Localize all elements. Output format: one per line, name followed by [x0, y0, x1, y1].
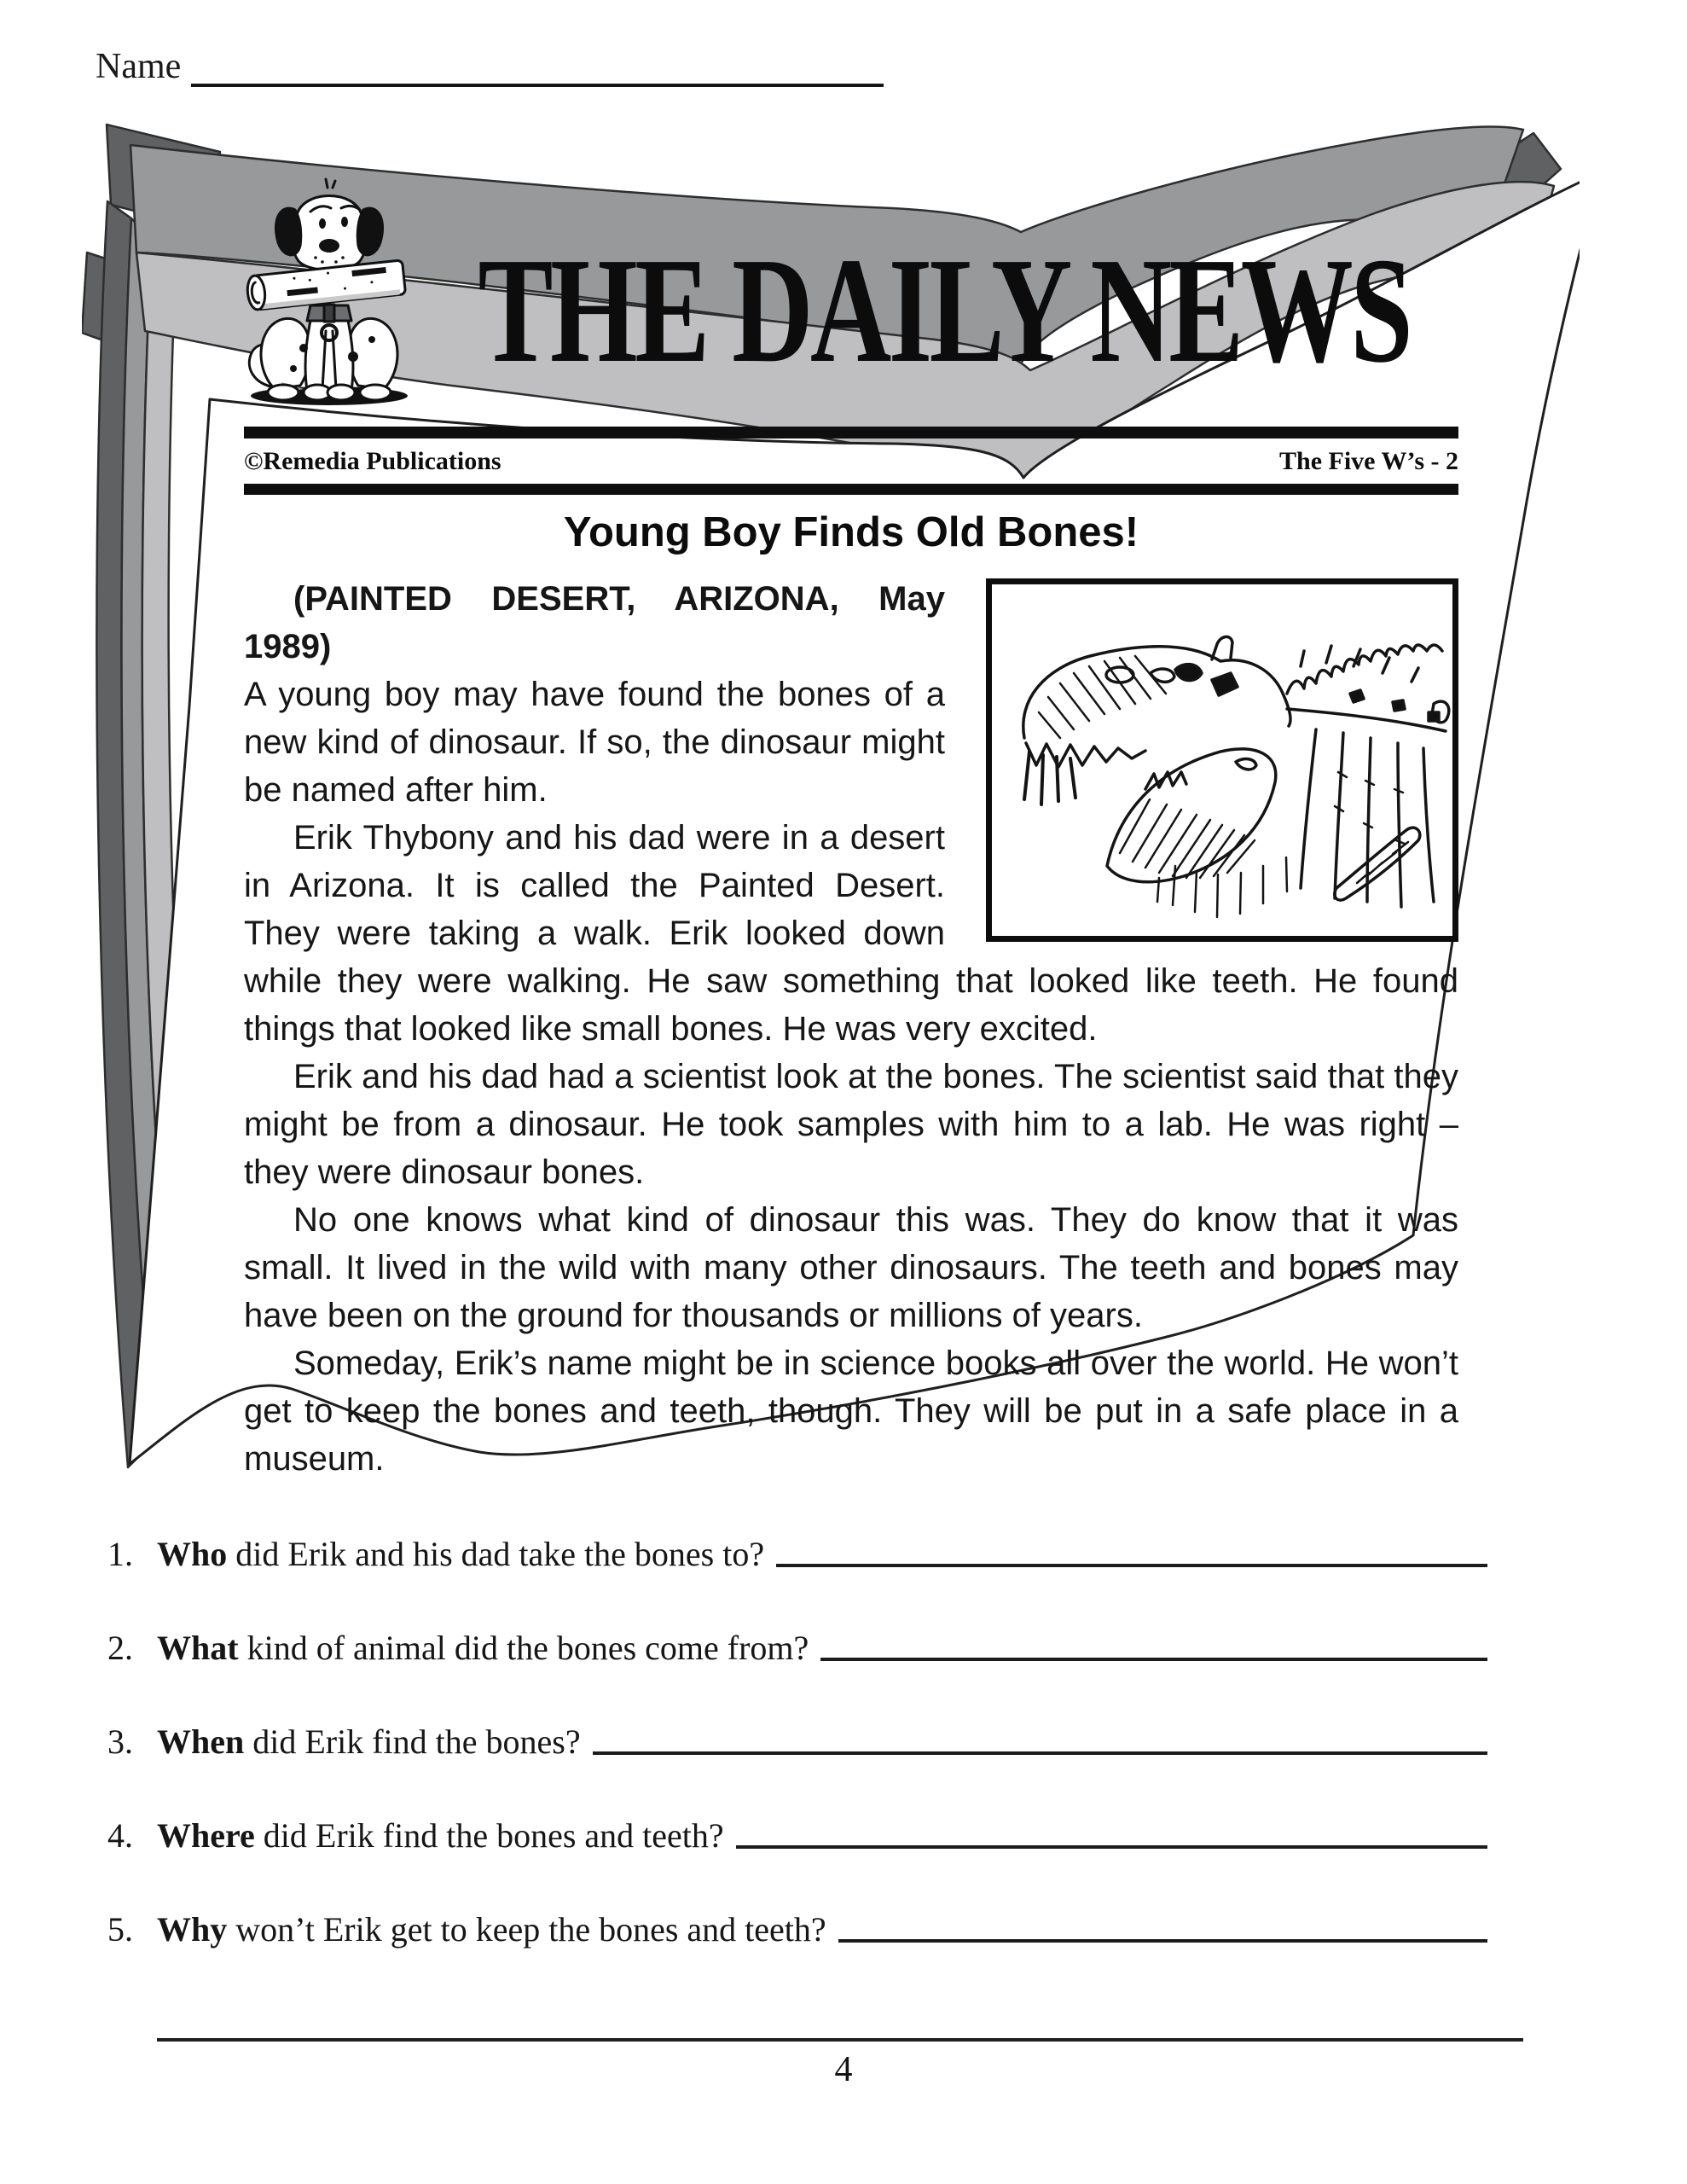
dinosaur-skeleton-figure: [986, 578, 1458, 942]
footer-rule: [157, 2038, 1523, 2042]
article-paragraph: No one knows what kind of dinosaur this was. They do know that it was small. It lived in the wild with many other dinosaurs. The teeth and bones may have been on the ground for thousands or millions of years.: [244, 1201, 1458, 1334]
question-number: 2.: [107, 1629, 133, 1667]
question-row-2: [107, 1628, 1487, 1669]
question-word: Who: [157, 1535, 228, 1573]
masthead: [244, 171, 1458, 416]
questions-section: [107, 1534, 1487, 2003]
question-row-1: [107, 1534, 1487, 1575]
masthead-title-wrap: [415, 205, 1474, 416]
article-headline: Young Boy Finds Old Bones!: [563, 509, 1139, 555]
masthead-rule-top: [244, 427, 1458, 439]
publisher-credit: ©Remedia Publications: [244, 447, 501, 475]
question-rest: did Erik find the bones?: [252, 1722, 581, 1761]
question-word: What: [157, 1629, 239, 1667]
question-text: [157, 1722, 593, 1763]
masthead-rule-bottom: [244, 484, 1458, 495]
dinosaur-skeleton-icon: [992, 584, 1452, 936]
answer-line-3[interactable]: [593, 1750, 1487, 1755]
question-number: 1.: [107, 1535, 133, 1573]
newspaper-graphic: [82, 109, 1580, 1517]
article-paragraph: Erik Thybony and his dad were in a desert in Arizona. It is called the Painted Desert. They were taking a walk. Erik looked down while they were walking. He saw something that looked like teeth. He found things that looked like small bones. He was very excited.: [244, 819, 1458, 1048]
dateline: (PAINTED DESERT, ARIZONA, May 1989): [244, 580, 945, 665]
question-rest: won’t Erik get to keep the bones and teeth?: [235, 1910, 826, 1949]
front-page-content: [244, 171, 1458, 1483]
question-word: Why: [157, 1910, 228, 1949]
article-paragraph: Erik and his dad had a scientist look at the bones. The scientist said that they might be from a dinosaur. He took samples with him to a lab. He was right – they were dinosaur bones.: [244, 1058, 1458, 1191]
answer-line-4[interactable]: [736, 1844, 1487, 1849]
question-text: [157, 1815, 736, 1856]
name-input-line[interactable]: [191, 44, 884, 87]
question-rest: did Erik and his dad take the bones to?: [235, 1535, 765, 1573]
name-row: [96, 44, 884, 87]
article-body: [244, 575, 1458, 1483]
question-word: When: [157, 1722, 245, 1761]
question-word: Where: [157, 1816, 255, 1855]
answer-line-5[interactable]: [838, 1937, 1487, 1943]
question-text: [157, 1628, 820, 1669]
question-number: 3.: [107, 1722, 133, 1761]
answer-line-1[interactable]: [776, 1562, 1487, 1567]
name-label: Name: [96, 47, 182, 86]
question-row-5: [107, 1909, 1487, 1950]
lead-text: A young boy may have found the bones of a new kind of dinosaur. If so, the dinosaur might be named after him.: [244, 676, 945, 809]
page-number: 4: [834, 2050, 853, 2089]
question-text: [157, 1534, 776, 1575]
series-label: The Five W’s - 2: [1279, 447, 1458, 475]
credit-row: [244, 446, 1458, 477]
masthead-title: THE DAILY NEWS: [478, 227, 1411, 394]
question-rest: kind of animal did the bones come from?: [246, 1629, 809, 1667]
question-number: 5.: [107, 1910, 133, 1949]
question-number: 4.: [107, 1816, 133, 1855]
question-row-4: [107, 1815, 1487, 1856]
question-text: [157, 1909, 838, 1950]
article-paragraph: Someday, Erik’s name might be in science books all over the world. He won’t get to keep the bones and teeth, though. They will be put in a safe place in a museum.: [244, 1345, 1458, 1478]
dalmatian-newspaper-logo-icon: [244, 177, 415, 413]
question-row-3: [107, 1722, 1487, 1763]
answer-line-2[interactable]: [820, 1656, 1487, 1661]
question-rest: did Erik find the bones and teeth?: [263, 1816, 724, 1855]
